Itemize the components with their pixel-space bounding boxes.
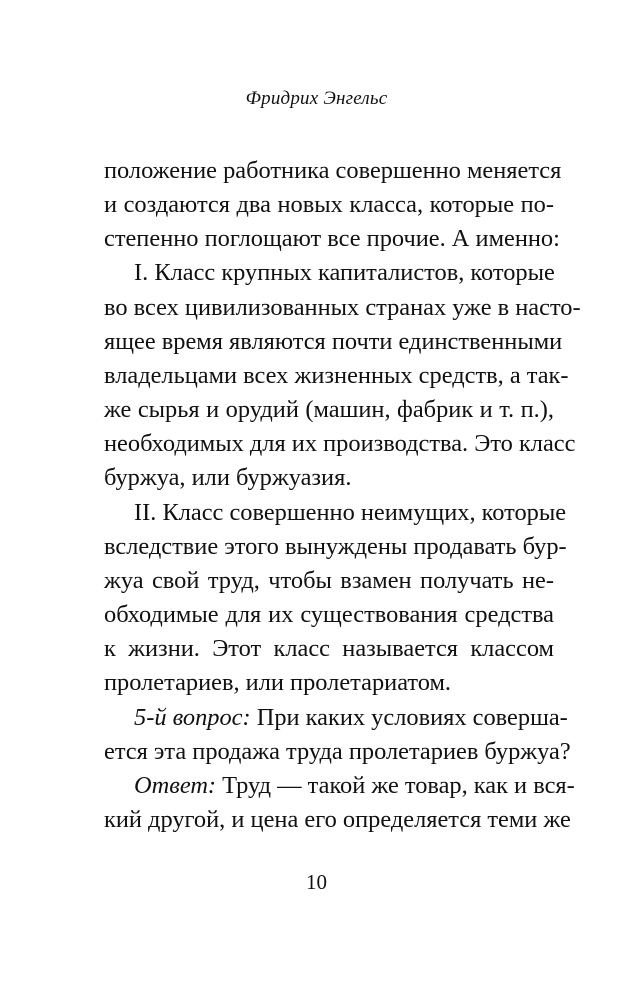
text-line: необходимых для их производства. Это класс — [104, 430, 576, 458]
text-line: владельцами всех жизненных средств, а так- — [104, 361, 569, 389]
answer-text: Труд — такой же товар, как и вся- — [222, 771, 575, 799]
body-text — [104, 154, 581, 837]
text-line: обходимые для их существования средства — [104, 601, 554, 629]
question-label: 5-й вопрос: — [134, 703, 251, 731]
answer-line — [104, 769, 575, 803]
text-line: и создаются два новых класса, которые по- — [104, 191, 554, 219]
text-line: ящее время являются почти единственными — [104, 327, 563, 355]
text-line: буржуа, или буржуазия. — [104, 464, 352, 492]
question-line — [104, 701, 568, 735]
text-line: I. Класс крупных капиталистов, которые — [134, 259, 555, 287]
running-head: Фридрих Энгельс — [245, 88, 388, 109]
text-line: пролетариев, или пролетариатом. — [104, 669, 452, 697]
text-line: жуа свой труд, чтобы взамен получать не- — [104, 566, 554, 594]
text-line: во всех цивилизованных странах уже в насто- — [104, 293, 581, 321]
text-line: кий другой, и цена его определяется теми же — [104, 805, 571, 833]
text-line: ется эта продажа труда пролетариев буржуа? — [104, 737, 571, 765]
answer-label: Ответ: — [134, 771, 217, 799]
text-line: II. Класс совершенно неимущих, которые — [134, 498, 567, 526]
text-line: к жизни. Этот класс называется классом — [104, 635, 554, 663]
text-line: положение работника совершенно меняется — [104, 157, 562, 184]
page-number: 10 — [306, 870, 327, 894]
text-line: вследствие этого вынуждены продавать бур- — [104, 532, 567, 560]
text-line: степенно поглощают все прочие. А именно: — [104, 225, 560, 253]
question-text: При каких условиях соверша- — [256, 703, 568, 731]
text-line: же сырья и орудий (машин, фабрик и т. п.), — [104, 396, 554, 424]
